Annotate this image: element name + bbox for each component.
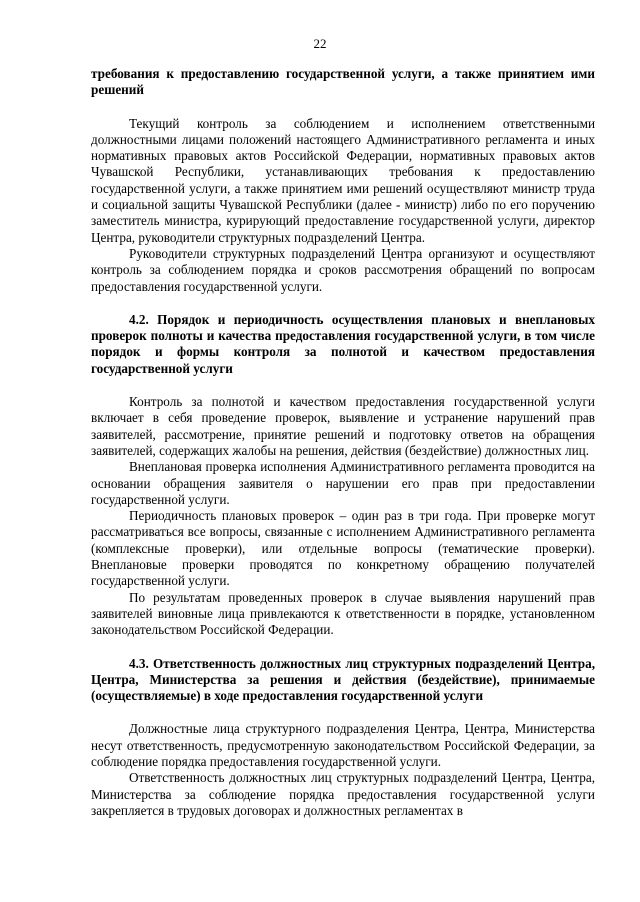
paragraph-liability-fixed: Ответственность должностных лиц структурных подразделений Центра, Центра, Министерства за соблюдение порядка предоставления государственной услуги закрепляется в трудовых договорах и должностных регламентах в [91, 770, 595, 818]
spacer [91, 295, 595, 312]
section-heading-4-2: 4.2. Порядок и периодичность осуществления плановых и внеплановых проверок полноты и качества предоставления государственной услуги, в том числе порядок и формы контроля за полнотой и качеством предоставления государственной услуги [91, 311, 595, 376]
paragraph-check-results: По результатам проведенных проверок в случае выявления нарушений прав заявителей виновные лица привлекаются к ответственности в порядке, установленном законодательством Российской Федерации. [91, 589, 595, 638]
spacer [91, 377, 595, 394]
paragraph-unscheduled-check: Внеплановая проверка исполнения Административного регламента проводится на основании обращения заявителя о нарушении его прав при предоставлении государственной услуги. [91, 459, 595, 507]
page-number: 22 [313, 36, 327, 51]
paragraph-quality-control: Контроль за полнотой и качеством предоставления государственной услуги включает в себя проведение проверок, выявление и устранение нарушений прав заявителей, рассмотрение, принятие решений и подготовку ответов на обращения заявителей, содержащих жалобы на решения, действия (бездействие) должностных лиц. [91, 394, 595, 458]
spacer [91, 704, 595, 721]
section-heading-continuation: требования к предоставлению государственной услуги, а также принятием ими решений [91, 66, 595, 98]
paragraph-check-frequency: Периодичность плановых проверок – один раз в три года. При проверке могут рассматриваться все вопросы, связанные с исполнением Административного регламента (комплексные проверки), или отдельные вопросы (тематические проверки). Внеплановые проверки проводятся по конкретному обращению получателей государственной услуги. [91, 508, 595, 589]
section-heading-4-3: 4.3. Ответственность должностных лиц структурных подразделений Центра, Центра, Министерства за решения и действия (бездействие), принимаемые (осуществляемые) в ходе предоставления государственной услуги [91, 655, 595, 704]
spacer [91, 99, 595, 116]
paragraph-heads-of-units: Руководители структурных подразделений Центра организуют и осуществляют контроль за соблюдением порядка и сроков рассмотрения обращений по вопросам предоставления государственной услуги. [91, 245, 595, 294]
paragraph-current-control: Текущий контроль за соблюдением и исполнением ответственными должностными лицами положений настоящего Административного регламента и иных нормативных правовых актов Российской Федерации, нормативных правовых актов Чувашской Республики, устанавливающих требования к предоставлению государственной услуги, а также принятием ими решений осуществляют министр труда и социальной защиты Чувашской Республики (далее - министр) либо по его поручению заместитель министра, курирующий предоставление государственной услуги, директор Центра, руководители структурных подразделений Центра. [91, 115, 595, 245]
page-content [91, 66, 595, 819]
spacer [91, 639, 595, 656]
paragraph-officials-liability: Должностные лица структурного подразделения Центра, Центра, Министерства несут ответственность, предусмотренную законодательством Российской Федерации, за соблюдение порядка предоставления государственной услуги. [91, 721, 595, 769]
